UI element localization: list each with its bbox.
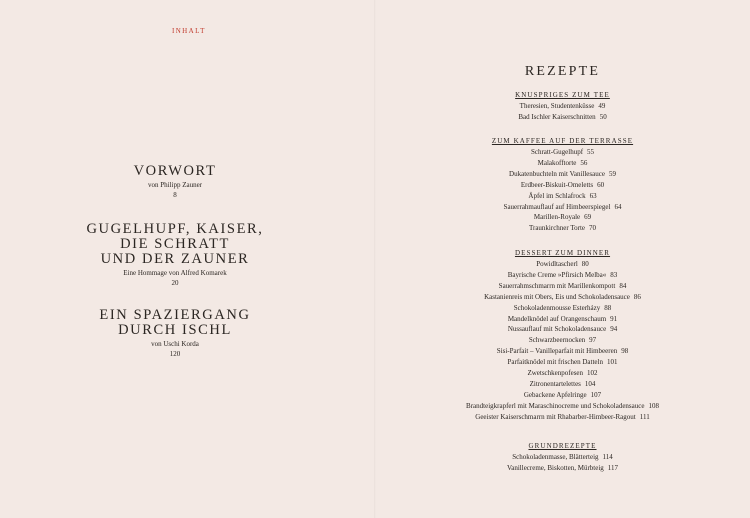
recipe-item: Gebackene Apfelringe 107 [523, 390, 602, 399]
entry-byline: Eine Hommage von Alfred Komarek [123, 269, 227, 277]
toc-entry-gugelhupf [0, 222, 350, 288]
section-grundrezepte [375, 441, 750, 474]
recipe-item: Sisi-Parfait – Vanilleparfait mit Himbeeren 98 [496, 347, 629, 356]
recipe-item: Schwarzbeernocken 97 [528, 336, 597, 345]
recipe-item: Brandteigkrapferl mit Maraschinocreme und Schokoladensauce 108 [466, 401, 659, 410]
section-heading: GRUNDREZEPTE [528, 442, 597, 450]
recipe-item: Sauerrahmschmarrn mit Marillenkompott 84 [498, 281, 627, 290]
recipe-item: Kastanienreis mit Obers, Eis und Schokoladensauce 86 [484, 292, 641, 301]
recipe-item: Schratt-Gugelhupf 55 [530, 148, 595, 156]
section-heading: KNUSPRIGES ZUM TEE [515, 91, 610, 99]
recipe-item: Nussauflauf mit Schokoladensauce 94 [507, 325, 618, 334]
recipe-item: Schokoladenmousse Esterházy 88 [513, 303, 612, 312]
recipe-item: Powidltascherl 80 [536, 260, 589, 268]
entry-title: EIN SPAZIERGANG DURCH ISCHL [99, 307, 251, 338]
toc-entry-vorwort [0, 164, 350, 200]
toc-entry-spaziergang [0, 308, 350, 359]
recipe-item: Bayrische Creme »Pfirsich Melba« 83 [507, 270, 618, 279]
entry-byline: von Philipp Zauner [147, 181, 203, 189]
recipe-item: Geeister Kaiserschmarrn mit Rhabarber-Himbeer-Ragout 111 [475, 412, 650, 421]
entry-title: VORWORT [133, 163, 217, 179]
contents-label: INHALT [172, 27, 206, 35]
recipe-item: Parfaitknödel mit frischen Datteln 101 [507, 358, 618, 367]
entry-page: 120 [169, 350, 181, 358]
section-heading: ZUM KAFFEE AUF DER TERRASSE [491, 137, 634, 145]
entry-page: 20 [171, 279, 179, 287]
recipe-item: Schokoladenmasse, Blätterteig 114 [512, 453, 613, 461]
recipe-item: Zwetschkenpofesen 102 [527, 369, 598, 378]
recipe-item: Dukatenbuchteln mit Vanillesauce 59 [509, 169, 616, 178]
recipe-item: Malakofftorte 56 [537, 158, 588, 167]
recipes-title: REZEPTE [524, 64, 601, 79]
recipe-item: Mandelknödel auf Orangenschaum 91 [507, 314, 618, 323]
entry-byline: von Uschi Korda [151, 340, 199, 348]
entry-page: 8 [173, 191, 177, 199]
section-heading: DESSERT ZUM DINNER [514, 249, 611, 257]
right-page [375, 0, 750, 518]
section-knuspriges [375, 90, 750, 123]
recipe-item: Theresien, Studentenküsse 49 [519, 102, 606, 110]
recipe-item: Äpfel im Schlafrock 63 [528, 191, 597, 200]
recipe-item: Zitronentartelettes 104 [529, 379, 596, 388]
recipe-item: Marillen-Royale 69 [533, 213, 592, 222]
entry-title: GUGELHUPF, KAISER, DIE SCHRATT UND DER ZAUNER [86, 221, 264, 267]
recipe-item: Sauerrahmauflauf auf Himbeerspiegel 64 [503, 202, 622, 211]
section-dessert [375, 248, 750, 423]
recipe-item: Erdbeer-Biskuit-Omeletts 60 [520, 180, 605, 189]
recipe-item: Vanillecreme, Biskotten, Mürbteig 117 [506, 463, 619, 472]
recipe-item: Traunkirchner Torte 70 [528, 224, 597, 233]
recipe-item: Bad Ischler Kaiserschnitten 50 [518, 112, 607, 121]
section-kaffee [375, 136, 750, 234]
